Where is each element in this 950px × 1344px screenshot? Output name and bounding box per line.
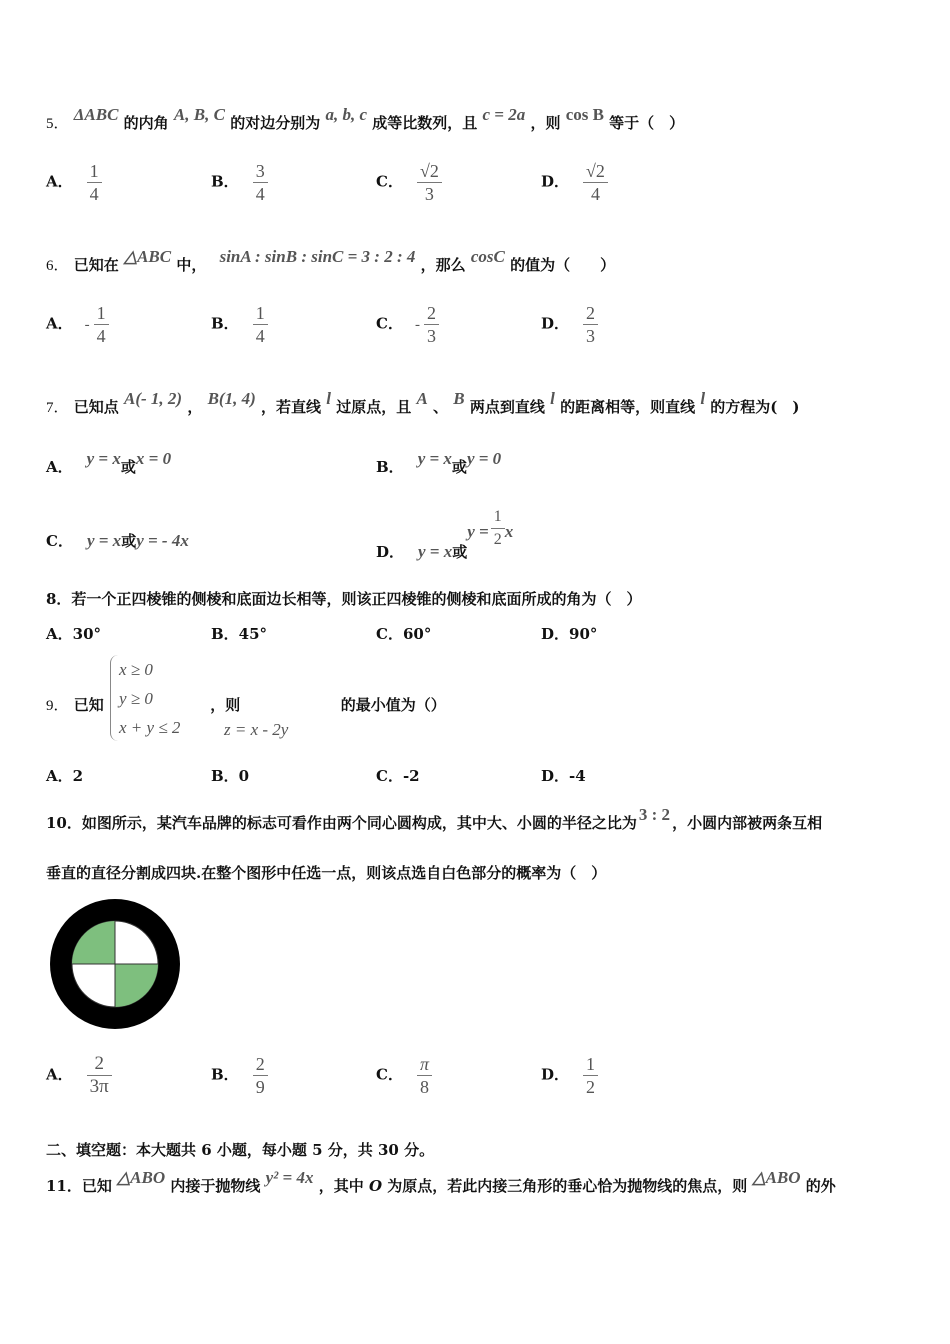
- q7-number: 7．: [46, 400, 69, 416]
- question-10-stem-line-1: [46, 805, 930, 833]
- q8-option-a[interactable]: A．30°: [46, 625, 102, 643]
- question-11-stem: [46, 1168, 930, 1196]
- q7-point-a: A(- 1, 2): [124, 389, 183, 408]
- q10-option-d[interactable]: D． $\frac{1}{2}$: [541, 1053, 598, 1098]
- q10-option-a[interactable]: A． $\frac{2}{3\pi}$: [46, 1053, 112, 1098]
- q7-text-6: 的方程为( ): [710, 398, 800, 416]
- q11-text-4: 为原点，若此内接三角形的垂心恰为抛物线的焦点，则: [387, 1177, 748, 1195]
- q7-text-3: 过原点，且: [336, 398, 412, 416]
- q11-triangle-2: △ABO: [752, 1168, 801, 1187]
- q5-sides: a, b, c: [325, 105, 367, 124]
- q6-text-4: 的值为（ ）: [510, 256, 616, 274]
- q7-text-5: 的距离相等，则直线: [560, 398, 696, 416]
- q11-text-3: ，其中: [318, 1177, 364, 1195]
- q7-option-c[interactable]: C． y = x或y = - 4x: [46, 531, 189, 550]
- car-logo-figure: [48, 897, 182, 1031]
- q9-option-d[interactable]: D．-4: [541, 767, 586, 785]
- q11-text-5: 的外: [805, 1177, 836, 1195]
- q7-text-4: 两点到直线: [469, 398, 545, 416]
- q11-text-1: 11．已知: [46, 1177, 112, 1195]
- q6-ratio: sinA : sinB : sinC = 3 : 2 : 4: [219, 247, 416, 266]
- q6-text-3: ，那么: [420, 256, 466, 274]
- q5-condition: c = 2a: [482, 105, 526, 124]
- q7-text-1: 已知点: [73, 398, 119, 416]
- q8-option-c[interactable]: C．60°: [376, 625, 432, 643]
- q10-ratio: 3 : 2: [638, 805, 671, 824]
- q6-text-2: 中，: [176, 256, 207, 274]
- q9-constraint-1: x ≥ 0: [119, 660, 153, 679]
- q5-triangle: ΔABC: [73, 105, 119, 124]
- section-2-heading: 二、填空题：本大题共 6 小题，每小题 5 分，共 30 分。: [46, 1141, 435, 1159]
- q5-target: cos B: [565, 105, 604, 124]
- q9-objective: z = x - 2y: [224, 720, 289, 739]
- q8-option-b[interactable]: B．45°: [211, 625, 268, 643]
- q7-a: A: [416, 389, 428, 408]
- q5-angles: A, B, C: [173, 105, 225, 124]
- q11-parabola: y² = 4x: [265, 1168, 314, 1187]
- q7-line-l-2: l: [550, 389, 555, 408]
- q10-text-1: 10．如图所示，某汽车品牌的标志可看作由两个同心圆构成，其中大、小圆的半径之比为: [46, 814, 637, 832]
- q9-text-2: ，则: [210, 696, 241, 714]
- q7-separator: ，: [187, 398, 203, 416]
- q9-option-b[interactable]: B．0: [211, 767, 250, 785]
- question-8-stem: 8．若一个正四棱锥的侧棱和底面边长相等，则该正四棱锥的侧棱和底面所成的角为（ ）: [46, 590, 642, 608]
- question-6-stem: [46, 247, 930, 275]
- q6-target: cosC: [470, 247, 505, 266]
- q11-origin: O: [368, 1177, 383, 1195]
- q11-text-2: 内接于抛物线: [170, 1177, 261, 1195]
- q9-text-3: 的最小值为（）: [340, 696, 446, 714]
- q7-dun: 、: [433, 398, 449, 416]
- q9-option-a[interactable]: A．2: [46, 767, 84, 785]
- q7-b: B: [453, 389, 465, 408]
- q5-option-d[interactable]: D． $\frac{√2}{4}$: [541, 160, 608, 205]
- q9-option-c[interactable]: C．-2: [376, 767, 420, 785]
- q8-option-d[interactable]: D．90°: [541, 625, 598, 643]
- q7-option-a[interactable]: A． y = x或x = 0: [46, 449, 172, 476]
- question-10-stem-line-2: 垂直的直径分割成四块.在整个图形中任选一点，则该点选自白色部分的概率为（ ）: [46, 864, 607, 882]
- q5-option-a[interactable]: A． $\frac{1}{4}$: [46, 160, 102, 205]
- question-5-stem: [46, 105, 930, 133]
- q5-text-4: ，则: [530, 114, 561, 132]
- q7-text-2: ，若直线: [260, 398, 321, 416]
- q7-option-b[interactable]: B． y = x或y = 0: [376, 449, 502, 476]
- question-7-stem: [46, 389, 930, 417]
- q7-line-l: l: [326, 389, 331, 408]
- q6-option-b[interactable]: B． $\frac{1}{4}$: [211, 302, 268, 347]
- q6-text-1: 已知在: [73, 256, 119, 274]
- q5-text-2: 的对边分别为: [230, 114, 321, 132]
- q7-point-b: B(1, 4): [207, 389, 256, 408]
- q5-option-b[interactable]: B． $\frac{3}{4}$: [211, 160, 268, 205]
- q6-triangle: △ABC: [124, 247, 172, 266]
- q7-line-l-3: l: [700, 389, 706, 408]
- q6-option-a[interactable]: A． - $\frac{1}{4}$: [46, 302, 109, 347]
- q10-text-2: ，小圆内部被两条互相: [672, 814, 823, 832]
- q5-number: 5．: [46, 116, 69, 132]
- q10-option-c[interactable]: C． $\frac{\pi}{8}$: [376, 1053, 432, 1098]
- q9-constraint-system: [110, 655, 201, 741]
- q5-text-1: 的内角: [123, 114, 169, 132]
- q5-text-3: 成等比数列，且: [372, 114, 478, 132]
- q11-triangle: △ABO: [117, 1168, 166, 1187]
- q6-number: 6．: [46, 258, 69, 274]
- q10-option-b[interactable]: B． $\frac{2}{9}$: [211, 1053, 268, 1098]
- q6-option-c[interactable]: C． - $\frac{2}{3}$: [376, 302, 439, 347]
- q9-number: 9．: [46, 698, 69, 714]
- q9-constraint-2: y ≥ 0: [119, 689, 153, 708]
- q6-option-d[interactable]: D． $\frac{2}{3}$: [541, 302, 598, 347]
- q5-option-c[interactable]: C． $\frac{√2}{3}$: [376, 160, 442, 205]
- q5-text-5: 等于（ ）: [609, 114, 685, 132]
- q9-constraint-3: x + y ≤ 2: [119, 718, 181, 737]
- q9-text-1: 已知: [73, 696, 104, 714]
- q7-option-d[interactable]: D． y = x或y = $\frac{1}{2}$ x: [376, 508, 514, 561]
